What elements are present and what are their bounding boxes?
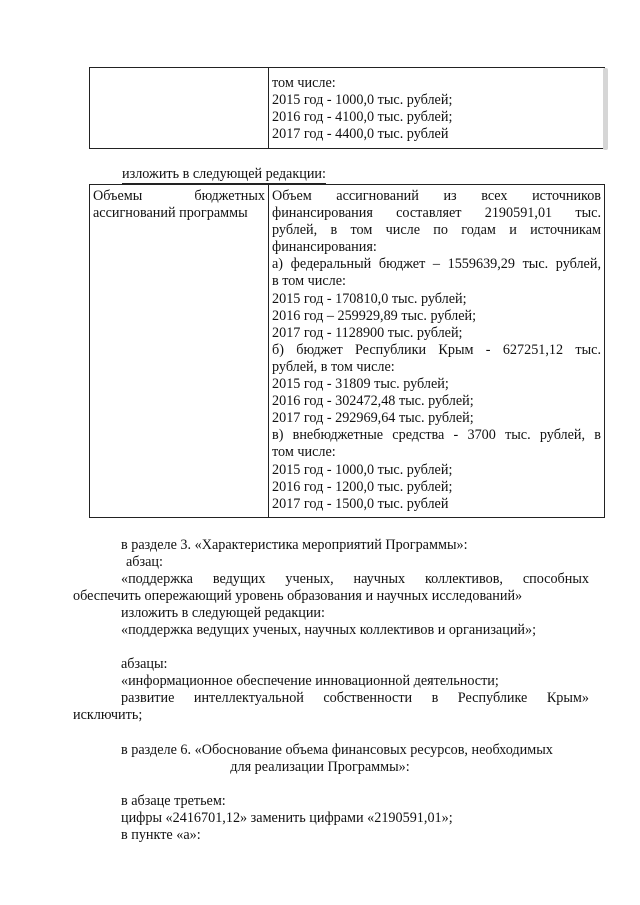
continued-line: том числе: (272, 75, 336, 91)
budget-line: 2015 год - 31809 тыс. рублей; (272, 376, 449, 393)
budget-line: 2016 год - 302472,48 тыс. рублей; (272, 393, 474, 410)
budget-line: рублей, в том числе по годам и источникам (272, 222, 601, 239)
section3-heading: в разделе 3. «Характеристика мероприятий Программы»: (121, 537, 468, 553)
continued-table-right-cell (269, 68, 605, 149)
budget-line: финансирования составляет 2190591,01 тыс. (272, 205, 601, 222)
section3-item2-line2: исключить; (73, 707, 143, 723)
budget-line: финансирования: (272, 239, 377, 256)
section6-heading-line2: для реализации Программы»: (230, 759, 410, 775)
budget-label-line: Объемы бюджетных (93, 188, 265, 204)
budget-line: 2017 год - 292969,64 тыс. рублей; (272, 410, 474, 427)
budget-line: рублей, в том числе: (272, 358, 395, 375)
budget-line: том числе: (272, 444, 336, 461)
budget-line: 2015 год - 170810,0 тыс. рублей; (272, 290, 467, 307)
section6-abzac3: в абзаце третьем: (121, 793, 226, 809)
budget-line: 2016 год – 259929,89 тыс. рублей; (272, 307, 477, 324)
continued-table-left-cell (90, 68, 269, 149)
budget-line: Объем ассигнований из всех источников (272, 188, 601, 204)
scroll-marker (603, 68, 608, 150)
budget-line: 2015 год - 1000,0 тыс. рублей; (272, 461, 453, 478)
budget-line: 2017 год - 1500,0 тыс. рублей (272, 495, 449, 512)
continued-line: 2016 год - 4100,0 тыс. рублей; (272, 109, 453, 126)
section3-new-text: «поддержка ведущих ученых, научных коллективов и организаций»; (121, 622, 537, 638)
continued-table (89, 67, 605, 149)
intro-line: изложить в следующей редакции: (122, 166, 326, 184)
budget-table (89, 184, 605, 518)
continued-line: 2017 год - 4400,0 тыс. рублей (272, 126, 449, 143)
budget-line: 2017 год - 1128900 тыс. рублей; (272, 324, 463, 341)
section3-abzacy: абзацы: (121, 656, 168, 672)
budget-table-left-cell (90, 185, 269, 518)
section3-abzac: абзац: (126, 554, 163, 570)
section6-digits: цифры «2416701,12» заменить цифрами «2190591,01»; (121, 810, 453, 826)
budget-line: в) внебюджетные средства - 3700 тыс. рублей, в (272, 427, 601, 444)
section3-replace: изложить в следующей редакции: (121, 605, 325, 621)
section3-item2-line1: развитие интеллектуальной собственности в Республике Крым» (121, 690, 589, 706)
section3-quote-line2: обеспечить опережающий уровень образования и научных исследований» (73, 588, 523, 604)
section3-quote-line1: «поддержка ведущих ученых, научных коллективов, способных (121, 571, 589, 587)
budget-table-right-cell (269, 185, 605, 518)
continued-line: 2015 год - 1000,0 тыс. рублей; (272, 92, 453, 109)
budget-label-line: ассигнований программы (93, 205, 248, 222)
budget-line: 2016 год - 1200,0 тыс. рублей; (272, 478, 453, 495)
section6-heading-line1: в разделе 6. «Обоснование объема финансовых ресурсов, необходимых (121, 742, 553, 758)
budget-line: а) федеральный бюджет – 1559639,29 тыс. рублей, (272, 256, 601, 273)
budget-line: в том числе: (272, 273, 346, 290)
section3-item1: «информационное обеспечение инновационной деятельности; (121, 673, 499, 689)
section6-punkt: в пункте «а»: (121, 827, 201, 843)
budget-line: б) бюджет Республики Крым - 627251,12 тыс. (272, 341, 601, 358)
